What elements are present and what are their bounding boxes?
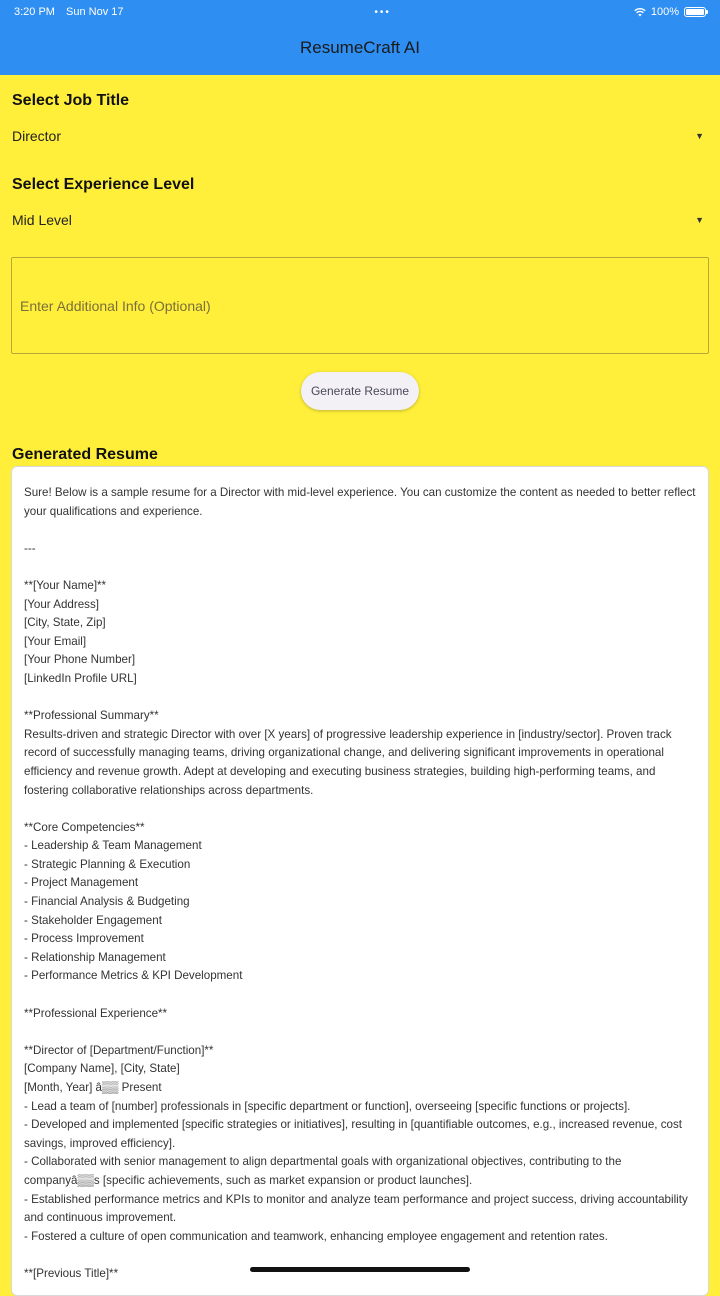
resume-text: Sure! Below is a sample resume for a Director with mid-level experience. You can customize the content as needed to better reflect your qualifications and experience. --- **[Your Name]** [Your Address] [City, State, Zip] [Your Email] [Your Phone Number] [LinkedIn Profile URL] **Professional Summary** Results-driven and strategic Director with over [X years] of progressive leadership experience in [industry/sector]. Proven track record of successfully managing teams, driving organizational change, and delivering significant improvements in operational efficiency and revenue growth. Adept at developing and executing business strategies, building high-performing teams, and fostering collaborative relationships across departments. **Core Competencies** - Leadership & Team Management - Strategic Planning & Execution - Project Management - Financial Analysis & Budgeting - Stakeholder Engagement - Process Improvement - Relationship Management - Performance Metrics & KPI Development **Professional Experience** **Director of [Department/Function]** [Company Name], [City, State] [Month, Year] â▒▒ Present - Lead a team of [number] professionals in [specific department or function], overseeing [specific functions or projects]. - Developed and implemented [specific strategies or initiatives], resulting in [quantifiable outcomes, e.g., increased revenue, cost savings, improved efficiency]. - Collaborated with senior management to align departmental goals with organizational objectives, contributing to the companyâ▒▒s [specific achievements, such as market expansion or product launches]. - Established performance metrics and KPIs to monitor and analyze team performance and project success, driving accountability and continuous improvement. - Fostered a culture of open communication and teamwork, enhancing employee engagement and retention rates. **[Previous Title]**	[24, 486, 696, 1280]
additional-info-input[interactable]	[12, 298, 708, 314]
app-title: ResumeCraft AI	[300, 38, 420, 57]
generate-resume-button[interactable]: Generate Resume	[301, 372, 419, 410]
experience-level-label: Select Experience Level	[12, 176, 195, 193]
status-date: Sun Nov 17	[66, 6, 124, 18]
status-bar	[0, 0, 720, 24]
additional-info-field[interactable]	[11, 257, 709, 354]
job-title-label: Select Job Title	[12, 92, 130, 109]
generated-resume-label: Generated Resume	[12, 446, 158, 463]
job-title-select[interactable]	[12, 124, 708, 148]
status-time: 3:20 PM	[14, 6, 55, 18]
battery-icon	[684, 7, 706, 17]
resume-output-box[interactable]	[11, 466, 709, 1296]
wifi-icon	[634, 7, 646, 17]
experience-level-select[interactable]	[12, 208, 708, 232]
job-title-value: Director	[12, 128, 62, 144]
dropdown-arrow-icon: ▼	[695, 215, 704, 225]
battery-percent: 100%	[650, 6, 679, 18]
status-right	[634, 6, 706, 18]
multitask-dots[interactable]: •••	[374, 6, 391, 18]
home-indicator[interactable]	[250, 1267, 470, 1272]
status-time-date	[14, 6, 132, 18]
dropdown-arrow-icon: ▼	[695, 131, 704, 141]
experience-level-value: Mid Level	[12, 212, 72, 228]
